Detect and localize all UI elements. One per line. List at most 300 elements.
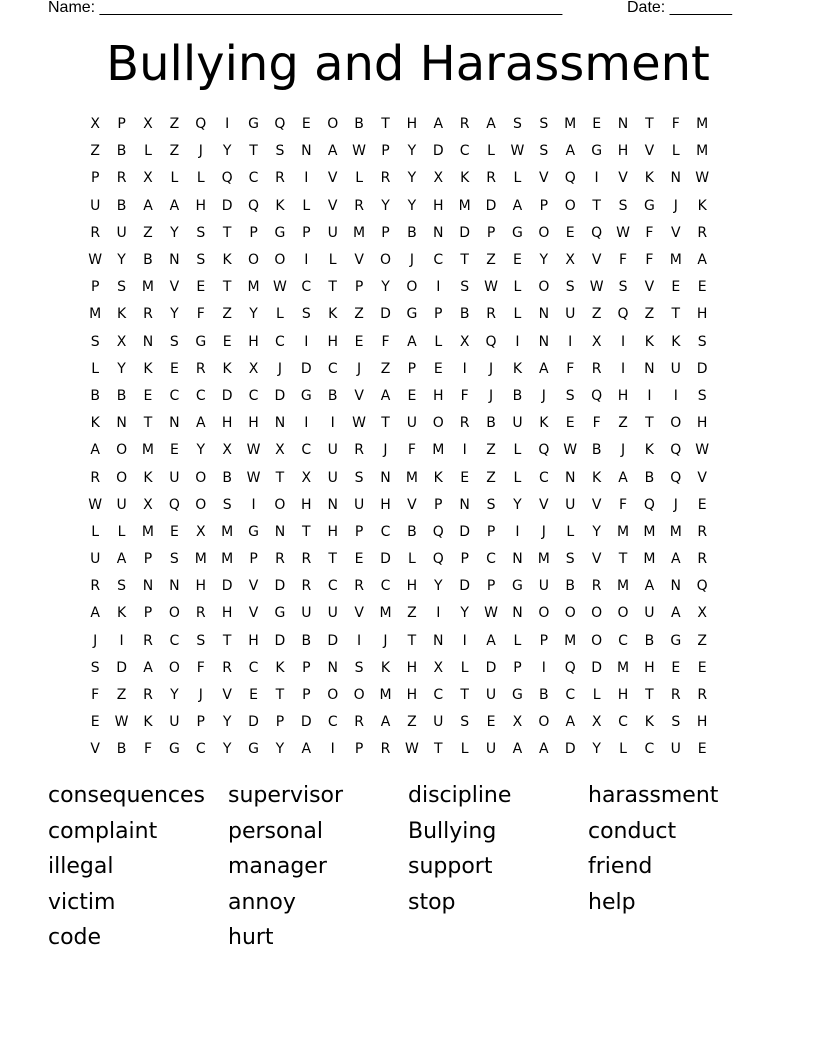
word-list-item: manager xyxy=(228,854,327,879)
grid-letter: S xyxy=(90,659,100,676)
grid-letter: J xyxy=(488,387,494,404)
grid-letter: I xyxy=(357,632,362,649)
grid-letter: R xyxy=(301,578,312,595)
grid-letter: C xyxy=(380,523,391,540)
grid-letter: A xyxy=(169,197,180,214)
grid-row xyxy=(82,573,742,600)
grid-letter: T xyxy=(460,252,469,269)
grid-letter: B xyxy=(644,469,655,486)
grid-letter: A xyxy=(644,578,655,595)
grid-letter: A xyxy=(671,605,681,622)
grid-letter: M xyxy=(616,523,630,540)
word-list-item: conduct xyxy=(588,818,677,844)
grid-letter: X xyxy=(248,360,259,377)
grid-letter: I xyxy=(568,333,573,350)
grid-letter: O xyxy=(617,605,629,622)
grid-letter: R xyxy=(222,659,233,676)
grid-letter: L xyxy=(460,659,469,676)
grid-letter: Y xyxy=(460,605,469,622)
grid-letter: Z xyxy=(90,143,100,160)
grid-letter: H xyxy=(617,387,629,404)
grid-letter: C xyxy=(433,252,444,269)
grid-letter: E xyxy=(565,224,575,241)
grid-letter: P xyxy=(513,659,522,676)
grid-letter: N xyxy=(169,415,180,432)
grid-letter: B xyxy=(116,387,127,404)
grid-letter: S xyxy=(169,333,179,350)
grid-letter: Z xyxy=(486,469,496,486)
grid-letter: P xyxy=(381,143,390,160)
grid-letter: W xyxy=(695,442,710,459)
grid-letter: R xyxy=(354,714,364,731)
grid-letter: S xyxy=(117,279,127,296)
grid-letter: Z xyxy=(407,714,417,731)
grid-letter: D xyxy=(300,360,312,377)
grid-letter: M xyxy=(353,224,366,241)
grid-letter: K xyxy=(539,415,549,432)
grid-letter: N xyxy=(538,306,550,323)
grid-letter: B xyxy=(354,116,364,133)
grid-letter: X xyxy=(90,116,100,133)
grid-letter: H xyxy=(221,415,233,432)
grid-letter: U xyxy=(565,496,576,513)
grid-letter: V xyxy=(407,496,417,513)
grid-letter: Q xyxy=(221,170,233,187)
grid-letter: H xyxy=(617,143,629,160)
grid-letter: P xyxy=(381,224,390,241)
grid-letter: E xyxy=(697,279,707,296)
grid-letter: M xyxy=(643,523,656,540)
grid-letter: D xyxy=(459,578,471,595)
grid-letter: O xyxy=(195,469,207,486)
grid-letter: X xyxy=(591,333,602,350)
grid-letter: J xyxy=(357,360,362,377)
grid-letter: B xyxy=(591,442,602,459)
grid-letter: D xyxy=(591,659,602,676)
grid-letter: B xyxy=(512,387,523,404)
grid-letter: N xyxy=(142,578,154,595)
grid-letter: W xyxy=(484,279,498,296)
grid-letter: M xyxy=(669,252,682,269)
grid-letter: G xyxy=(300,387,312,404)
grid-letter: V xyxy=(248,605,259,622)
grid-letter: K xyxy=(275,659,285,676)
grid-letter: U xyxy=(90,197,101,214)
grid-letter: A xyxy=(512,197,523,214)
grid-letter: R xyxy=(459,415,470,432)
grid-letter: S xyxy=(354,659,364,676)
word-list xyxy=(48,778,768,956)
grid-letter: Q xyxy=(274,116,286,133)
grid-letter: Q xyxy=(696,578,708,595)
grid-letter: N xyxy=(433,224,444,241)
grid-letter: R xyxy=(697,551,708,568)
grid-letter: I xyxy=(620,333,626,350)
grid-letter: U xyxy=(670,360,681,377)
grid-row xyxy=(82,329,742,356)
grid-letter: W xyxy=(563,442,578,459)
grid-letter: V xyxy=(169,279,180,296)
grid-letter: N xyxy=(327,496,338,513)
grid-letter: X xyxy=(591,714,602,731)
grid-letter: L xyxy=(566,523,575,540)
grid-letter: S xyxy=(618,197,628,214)
grid-letter: E xyxy=(565,415,575,432)
word-list-item: stop xyxy=(408,889,456,915)
grid-letter: W xyxy=(246,469,261,486)
grid-letter: O xyxy=(353,687,365,704)
grid-letter: R xyxy=(354,578,364,595)
grid-letter: Z xyxy=(380,360,391,377)
grid-letter: V xyxy=(222,687,232,704)
grid-letter: P xyxy=(486,523,496,540)
grid-letter: C xyxy=(565,687,576,704)
grid-letter: R xyxy=(486,170,496,187)
grid-letter: H xyxy=(406,116,418,133)
grid-letter: Y xyxy=(539,252,549,269)
grid-letter: H xyxy=(195,197,207,214)
grid-letter: E xyxy=(592,116,602,133)
grid-letter: K xyxy=(328,306,338,323)
grid-letter: W xyxy=(352,415,367,432)
grid-letter: Y xyxy=(117,252,126,269)
grid-letter: C xyxy=(327,714,338,731)
grid-letter: H xyxy=(433,387,444,404)
grid-letter: K xyxy=(90,415,100,432)
grid-letter: N xyxy=(169,252,180,269)
grid-letter: R xyxy=(143,306,153,323)
grid-letter: T xyxy=(275,687,285,704)
grid-letter: Y xyxy=(433,578,443,595)
grid-letter: B xyxy=(116,741,127,758)
grid-letter: H xyxy=(248,632,259,649)
grid-letter: B xyxy=(143,252,153,269)
grid-letter: R xyxy=(697,224,708,241)
grid-letter: Y xyxy=(170,687,179,704)
grid-letter: Z xyxy=(143,224,153,241)
grid-letter: H xyxy=(380,496,391,513)
grid-letter: Q xyxy=(168,496,180,513)
grid-letter: Z xyxy=(116,687,127,704)
grid-letter: H xyxy=(433,197,444,214)
grid-letter: Z xyxy=(486,252,496,269)
word-list-item: complaint xyxy=(48,818,158,844)
grid-letter: A xyxy=(407,333,417,350)
name-field xyxy=(48,0,562,18)
grid-letter: D xyxy=(274,632,286,649)
grid-letter: V xyxy=(591,551,602,568)
grid-letter: Z xyxy=(354,306,364,323)
grid-letter: K xyxy=(671,333,681,350)
grid-letter: R xyxy=(143,632,153,649)
grid-letter: F xyxy=(407,442,416,459)
grid-letter: J xyxy=(541,387,546,404)
grid-letter: F xyxy=(645,252,654,269)
grid-letter: U xyxy=(485,741,497,758)
grid-letter: V xyxy=(327,197,338,214)
grid-letter: W xyxy=(404,741,419,758)
grid-letter: E xyxy=(354,551,364,568)
grid-letter: M xyxy=(696,116,709,133)
grid-letter: L xyxy=(619,741,627,758)
grid-letter: N xyxy=(327,659,338,676)
grid-letter: O xyxy=(168,605,180,622)
grid-letter: P xyxy=(249,551,258,568)
grid-letter: C xyxy=(486,551,496,568)
grid-letter: Q xyxy=(643,496,655,513)
grid-letter: P xyxy=(143,605,153,622)
grid-letter: C xyxy=(327,578,338,595)
grid-letter: F xyxy=(645,224,654,241)
grid-letter: U xyxy=(485,687,497,704)
page-title: Bullying and Harassment xyxy=(106,36,710,92)
grid-letter: T xyxy=(645,116,654,133)
grid-letter: T xyxy=(407,632,417,649)
grid-letter: U xyxy=(301,605,312,622)
grid-letter: C xyxy=(327,360,338,377)
grid-letter: C xyxy=(538,469,549,486)
grid-letter: P xyxy=(90,170,100,187)
grid-letter: S xyxy=(565,551,575,568)
grid-letter: T xyxy=(671,306,681,323)
grid-letter: B xyxy=(486,415,496,432)
grid-letter: N xyxy=(459,496,470,513)
grid-letter: A xyxy=(327,143,338,160)
grid-letter: P xyxy=(196,714,205,731)
grid-letter: Z xyxy=(169,116,180,133)
grid-letter: A xyxy=(618,469,628,486)
name-blank: ____________________________________________________ xyxy=(99,0,563,16)
grid-letter: W xyxy=(246,442,261,459)
grid-letter: R xyxy=(380,741,391,758)
grid-letter: A xyxy=(90,605,100,622)
grid-letter: K xyxy=(380,659,391,676)
grid-letter: T xyxy=(618,551,628,568)
grid-letter: C xyxy=(301,442,312,459)
grid-letter: R xyxy=(90,224,101,241)
grid-letter: O xyxy=(327,116,339,133)
grid-letter: L xyxy=(276,306,284,323)
grid-letter: K xyxy=(143,360,153,377)
grid-letter: U xyxy=(327,469,338,486)
grid-letter: P xyxy=(486,578,496,595)
grid-letter: D xyxy=(300,714,312,731)
grid-letter: E xyxy=(697,659,707,676)
grid-letter: Y xyxy=(513,496,522,513)
grid-letter: E xyxy=(249,687,258,704)
grid-letter: P xyxy=(249,224,258,241)
grid-letter: I xyxy=(515,333,520,350)
grid-letter: T xyxy=(275,469,285,486)
grid-letter: O xyxy=(116,442,128,459)
grid-letter: A xyxy=(565,714,576,731)
grid-letter: N xyxy=(512,551,523,568)
grid-letter: H xyxy=(248,333,259,350)
grid-letter: M xyxy=(89,306,102,323)
grid-letter: D xyxy=(380,306,391,323)
grid-letter: P xyxy=(539,632,549,649)
grid-letter: L xyxy=(487,143,495,160)
grid-letter: B xyxy=(407,523,417,540)
word-list-item: victim xyxy=(48,889,116,915)
grid-letter: S xyxy=(671,714,681,731)
grid-letter: O xyxy=(432,415,444,432)
grid-letter: D xyxy=(274,578,286,595)
grid-letter: V xyxy=(644,143,655,160)
grid-letter: V xyxy=(671,224,681,241)
grid-letter: C xyxy=(618,714,628,731)
grid-letter: O xyxy=(591,632,603,649)
grid-letter: X xyxy=(433,659,444,676)
grid-letter: R xyxy=(90,469,101,486)
grid-letter: N xyxy=(301,143,312,160)
grid-letter: K xyxy=(143,714,153,731)
grid-letter: F xyxy=(196,306,205,323)
grid-letter: R xyxy=(275,170,285,187)
grid-letter: C xyxy=(169,387,180,404)
grid-letter: U xyxy=(433,714,444,731)
grid-letter: I xyxy=(541,659,546,676)
grid-letter: U xyxy=(353,496,365,513)
grid-letter: H xyxy=(696,415,708,432)
grid-letter: E xyxy=(513,252,522,269)
grid-letter: T xyxy=(433,741,443,758)
grid-letter: F xyxy=(618,496,628,513)
grid-letter: A xyxy=(539,741,549,758)
grid-letter: N xyxy=(670,170,682,187)
grid-letter: L xyxy=(513,469,522,486)
grid-letter: T xyxy=(645,687,654,704)
grid-letter: G xyxy=(248,523,259,540)
grid-letter: Q xyxy=(670,442,682,459)
word-list-item: friend xyxy=(588,854,653,879)
grid-letter: E xyxy=(169,523,179,540)
grid-letter: I xyxy=(436,279,441,296)
grid-letter: W xyxy=(589,279,604,296)
grid-letter: M xyxy=(141,279,155,296)
grid-letter: Q xyxy=(591,387,603,404)
grid-letter: E xyxy=(222,333,232,350)
grid-letter: M xyxy=(616,659,630,676)
grid-letter: W xyxy=(88,252,103,269)
grid-letter: J xyxy=(541,523,546,540)
grid-letter: M xyxy=(564,632,577,649)
grid-letter: O xyxy=(564,197,576,214)
grid-letter: E xyxy=(301,116,311,133)
grid-letter: E xyxy=(169,442,179,459)
grid-letter: Q xyxy=(670,469,682,486)
grid-letter: U xyxy=(169,469,180,486)
grid-row xyxy=(82,682,742,709)
grid-letter: L xyxy=(513,442,522,459)
grid-letter: N xyxy=(564,469,576,486)
grid-letter: E xyxy=(196,279,206,296)
grid-letter: X xyxy=(195,523,206,540)
grid-letter: H xyxy=(406,687,418,704)
grid-letter: N xyxy=(116,415,127,432)
grid-letter: N xyxy=(142,333,154,350)
grid-letter: Y xyxy=(407,143,417,160)
grid-letter: J xyxy=(277,360,282,377)
grid-letter: H xyxy=(406,659,418,676)
grid-letter: M xyxy=(194,551,207,568)
grid-letter: H xyxy=(617,687,629,704)
word-list-item: annoy xyxy=(228,889,296,915)
grid-letter: A xyxy=(486,116,496,133)
grid-letter: C xyxy=(301,279,312,296)
grid-letter: R xyxy=(697,523,708,540)
grid-letter: V xyxy=(248,578,259,595)
grid-letter: H xyxy=(301,496,312,513)
grid-letter: L xyxy=(91,360,100,377)
grid-letter: G xyxy=(643,197,655,214)
grid-letter: L xyxy=(170,170,179,187)
grid-letter: Y xyxy=(381,279,390,296)
grid-letter: I xyxy=(620,360,626,377)
grid-letter: I xyxy=(119,632,124,649)
grid-letter: J xyxy=(198,143,203,160)
word-list-item: consequences xyxy=(48,783,205,808)
grid-letter: K xyxy=(143,469,153,486)
grid-letter: P xyxy=(302,687,311,704)
grid-row xyxy=(82,301,742,328)
grid-letter: P xyxy=(486,224,496,241)
grid-letter: C xyxy=(195,741,206,758)
grid-letter: P xyxy=(143,551,153,568)
grid-letter: P xyxy=(539,197,549,214)
grid-row xyxy=(82,709,742,736)
grid-letter: R xyxy=(591,360,602,377)
word-list-item: Bullying xyxy=(408,818,497,844)
grid-letter: W xyxy=(273,279,287,296)
date-field xyxy=(627,0,732,18)
grid-letter: Q xyxy=(617,306,629,323)
grid-letter: I xyxy=(304,333,309,350)
grid-letter: G xyxy=(512,578,523,595)
grid-letter: O xyxy=(274,496,286,513)
grid-letter: O xyxy=(168,659,180,676)
grid-letter: M xyxy=(696,143,709,160)
grid-letter: T xyxy=(381,116,390,133)
grid-letter: O xyxy=(248,252,260,269)
grid-letter: Y xyxy=(592,741,601,758)
grid-letter: G xyxy=(591,143,603,160)
grid-letter: X xyxy=(275,442,285,459)
grid-letter: O xyxy=(195,496,207,513)
grid-letter: V xyxy=(354,605,364,622)
grid-letter: X xyxy=(565,252,576,269)
grid-letter: X xyxy=(116,333,127,350)
grid-letter: S xyxy=(486,496,496,513)
grid-letter: M xyxy=(537,551,550,568)
grid-letter: T xyxy=(381,415,390,432)
word-list-item: hurt xyxy=(228,925,274,950)
grid-letter: F xyxy=(566,360,575,377)
grid-letter: R xyxy=(195,605,206,622)
grid-letter: A xyxy=(671,551,681,568)
grid-letter: H xyxy=(644,659,655,676)
grid-letter: J xyxy=(383,442,388,459)
grid-letter: K xyxy=(512,360,523,377)
grid-row xyxy=(82,410,742,437)
grid-letter: X xyxy=(512,714,523,731)
grid-letter: C xyxy=(275,333,285,350)
grid-letter: R xyxy=(275,551,285,568)
grid-letter: H xyxy=(221,605,233,622)
grid-letter: Q xyxy=(248,197,260,214)
grid-letter: S xyxy=(513,116,522,133)
grid-row xyxy=(82,492,742,519)
